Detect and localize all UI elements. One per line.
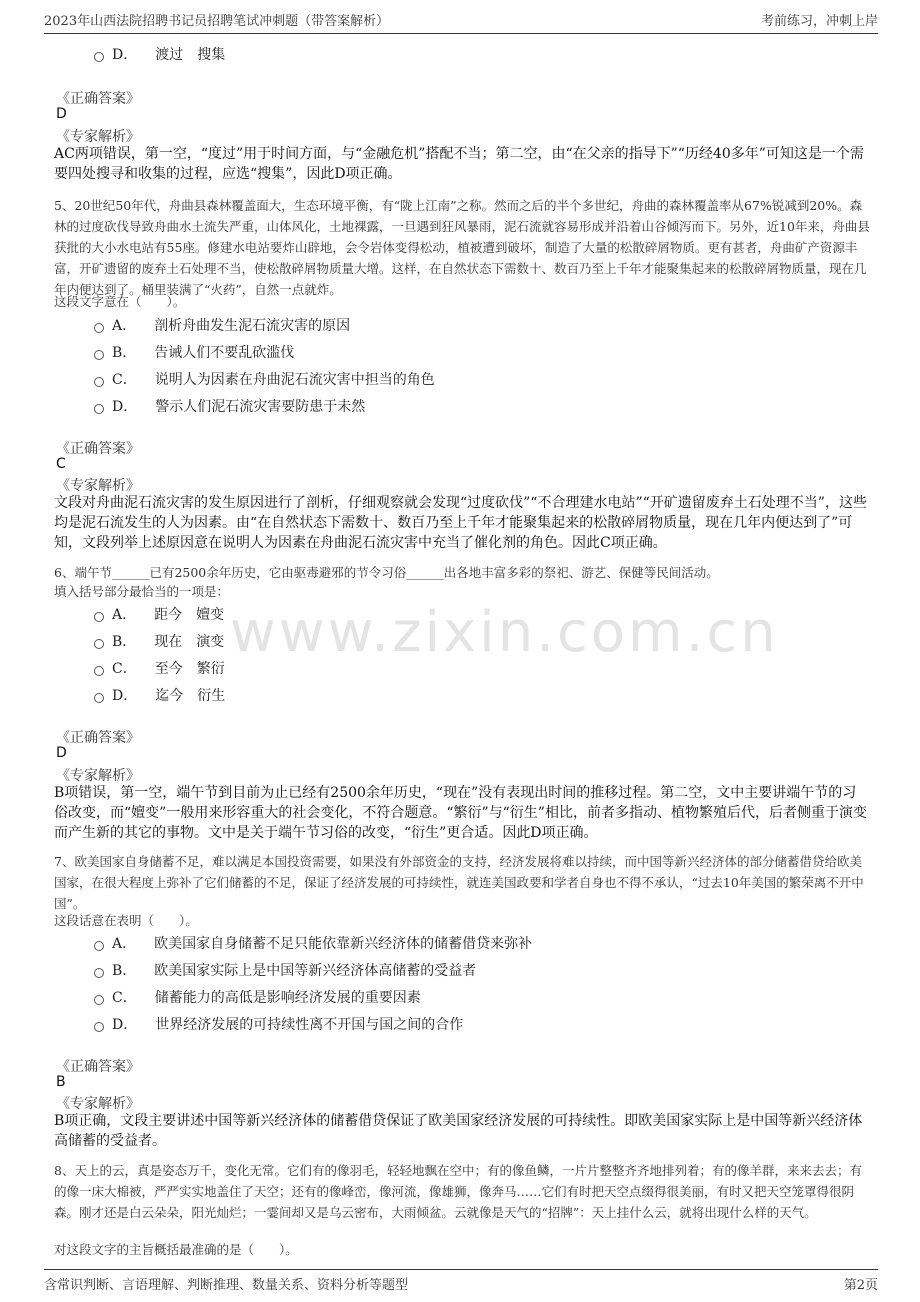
radio-icon[interactable] [94,639,104,649]
question-prompt: 对这段文字的主旨概括最准确的是（ ）。 [54,1242,298,1257]
answer-value: D [56,745,67,761]
radio-icon[interactable] [94,968,104,978]
option-text: 储蓄能力的高低是影响经济发展的重要因素 [154,990,421,1006]
option-letter: C． [112,990,137,1006]
option-c[interactable] [94,369,435,389]
radio-icon[interactable] [94,350,104,360]
option-letter: C． [112,661,137,677]
radio-icon[interactable] [94,612,104,622]
option-text: 警示人们泥石流灾害要防患于未然 [155,399,366,415]
option-letter: D． [112,47,138,63]
option-text: 至今 繁衍 [154,661,225,677]
option-d[interactable] [94,685,225,705]
answer-label: 《正确答案》 [56,730,140,746]
option-letter: D． [112,688,138,704]
radio-icon[interactable] [94,666,104,676]
option-b[interactable] [94,960,476,980]
answer-label: 《正确答案》 [56,441,140,457]
option-text: 告诫人们不要乱砍滥伐 [154,345,295,361]
question-stem: 8、天上的云，真是姿态万千，变化无常。它们有的像羽毛，轻轻地飘在空中；有的像鱼鳞，一片片整整齐齐地排列着；有的像羊群，来来去去；有的像一床大棉被，严严实实地盖住了天空；还有的像峰峦，像河流，像雄狮，像奔马……它们有时把天空点缀得很美丽，有时又把天空笼罩得很阴森。刚才还是白云朵朵，阳光灿烂；一霎间却又是乌云密布，大雨倾盆。云就像是天气的“招牌”：天上挂什么云，就将出现什么样的天气。 [54,1163,862,1220]
option-letter: B． [112,345,137,361]
option-b[interactable] [94,342,294,362]
answer-value: B [56,1074,66,1090]
analysis-text: 文段对舟曲泥石流灾害的发生原因进行了剖析，仔细观察就会发现“过度砍伐”“不合理建水电站”“开矿遗留废弃土石处理不当”，这些均是泥石流发生的人为因素。由“在自然状态下需数十、数百乃至上千年才能聚集起来的松散碎屑物质量，现在几年内便达到了”可知，文段列举上述原因意在说明人为因素在舟曲泥石流灾害中充当了催化剂的角色。因此C项正确。 [54,495,867,551]
radio-icon[interactable] [94,693,104,703]
option-text: 说明人为因素在舟曲泥石流灾害中担当的角色 [154,372,435,388]
watermark: www.zixin.com.cn [230,600,779,665]
option-text: 欧美国家实际上是中国等新兴经济体高储蓄的受益者 [154,963,477,979]
option-letter: C． [112,372,137,388]
option-c[interactable] [94,658,225,678]
header-divider [44,33,878,34]
radio-icon[interactable] [94,1022,104,1032]
radio-icon[interactable] [94,52,104,62]
answer-label: 《正确答案》 [56,91,140,107]
question-stem: 5、20世纪50年代，舟曲县森林覆盖面大，生态环境平衡，有“陇上江南”之称。然而之后的半个多世纪，舟曲的森林覆盖率从67%锐减到20%。森林的过度砍伐导致舟曲水土流失严重，山体风化，土地裸露，一旦遇到狂风暴雨，泥石流就容易形成并沿着山谷倾泻而下。另外，近10年来，舟曲县获批的大小水电站有55座。修建水电站要炸山辟地，会令岩体变得松动，植被遭到破坏，制造了大量的松散碎屑物质。更有甚者，舟曲矿产资源丰富，开矿遗留的废弃土石处理不当，使松散碎屑物质量大增。这样，在自然状态下需数十、数百乃至上千年才能聚集起来的松散碎屑物质量，现在几年内便达到了。桶里装满了“火药”，自然一点就炸。 [54,198,870,297]
option-text: 距今 嬗变 [154,607,225,623]
option-a[interactable] [94,604,224,624]
radio-icon[interactable] [94,995,104,1005]
analysis-text: B项正确，文段主要讲述中国等新兴经济体的储蓄借贷保证了欧美国家经济发展的可持续性。即欧美国家实际上是中国等新兴经济体高储蓄的受益者。 [54,1113,863,1149]
analysis-label: 《专家解析》 [56,1096,140,1112]
answer-value: D [56,106,67,122]
option-letter: B． [112,634,137,650]
analysis-label: 《专家解析》 [56,768,140,784]
page-number: 第2页 [843,1278,878,1293]
footer-divider [44,1269,878,1270]
option-d[interactable] [94,396,365,416]
option-d[interactable] [94,1014,463,1034]
option-text: 现在 演变 [154,634,225,650]
question-prompt: 这段话意在表明（ ）。 [54,913,198,928]
analysis-label: 《专家解析》 [56,478,140,494]
analysis-text: B项错误，第一空，端午节到目前为止已经有2500余年历史，“现在”没有表现出时间的推移过程。第二空，文中主要讲端午节的习俗改变，而“嬗变”一般用来形容重大的社会变化，不符合题意。“繁衍”与“衍生”相比，前者多指动、植物繁殖后代，后者侧重于演变而产生新的其它的事物。文中是关于端午节习俗的改变，“衍生”更合适。因此D项正确。 [54,785,867,841]
question-stem: 7、欧美国家自身储蓄不足，难以满足本国投资需要，如果没有外部资金的支持，经济发展将难以持续，而中国等新兴经济体的部分储蓄借贷给欧美国家，在很大程度上弥补了它们储蓄的不足，保证了经济发展的可持续性，就连美国政要和学者自身也不得不承认，“过去10年美国的繁荣离不开中国”。 [54,854,864,911]
option-letter: A． [112,318,137,334]
option-text: 迄今 衍生 [155,688,226,704]
option-letter: D． [112,1017,138,1033]
question-stem: 6、端午节______已有2500余年历史，它由驱毒避邪的节令习俗______出各地丰富多彩的祭祀、游艺、保健等民间活动。 [54,565,719,580]
option-text: 欧美国家自身储蓄不足只能依靠新兴经济体的储蓄借贷来弥补 [154,936,533,952]
option-prev-d[interactable] [94,44,225,64]
answer-label: 《正确答案》 [56,1059,140,1075]
question-prompt: 填入括号部分最恰当的一项是： [54,584,230,599]
radio-icon[interactable] [94,404,104,414]
option-a[interactable] [94,315,350,335]
radio-icon[interactable] [94,323,104,333]
footer-topics: 含常识判断、言语理解、判断推理、数量关系、资料分析等题型 [44,1278,409,1293]
question-prompt: 这段文字意在（ ）。 [54,294,186,309]
option-text: 剖析舟曲发生泥石流灾害的原因 [154,318,351,334]
option-letter: D． [112,399,138,415]
analysis-text: AC两项错误，第一空，“度过”用于时间方面，与“金融危机”搭配不当；第二空，由“在父亲的指导下”“历经40多年”可知这是一个需要四处搜寻和收集的过程，应选“搜集”，因此D项正确。 [54,146,864,182]
option-letter: A． [112,936,137,952]
option-text: 渡过 搜集 [155,47,226,63]
radio-icon[interactable] [94,941,104,951]
header-slogan: 考前练习，冲刺上岸 [760,14,878,29]
document-title: 2023年山西法院招聘书记员招聘笔试冲刺题（带答案解析） [44,14,390,29]
option-b[interactable] [94,631,224,651]
option-letter: B． [112,963,137,979]
option-a[interactable] [94,933,532,953]
option-text: 世界经济发展的可持续性离不开国与国之间的合作 [155,1017,464,1033]
option-c[interactable] [94,987,421,1007]
radio-icon[interactable] [94,377,104,387]
answer-value: C [56,456,66,472]
analysis-label: 《专家解析》 [56,129,140,145]
option-letter: A． [112,607,137,623]
